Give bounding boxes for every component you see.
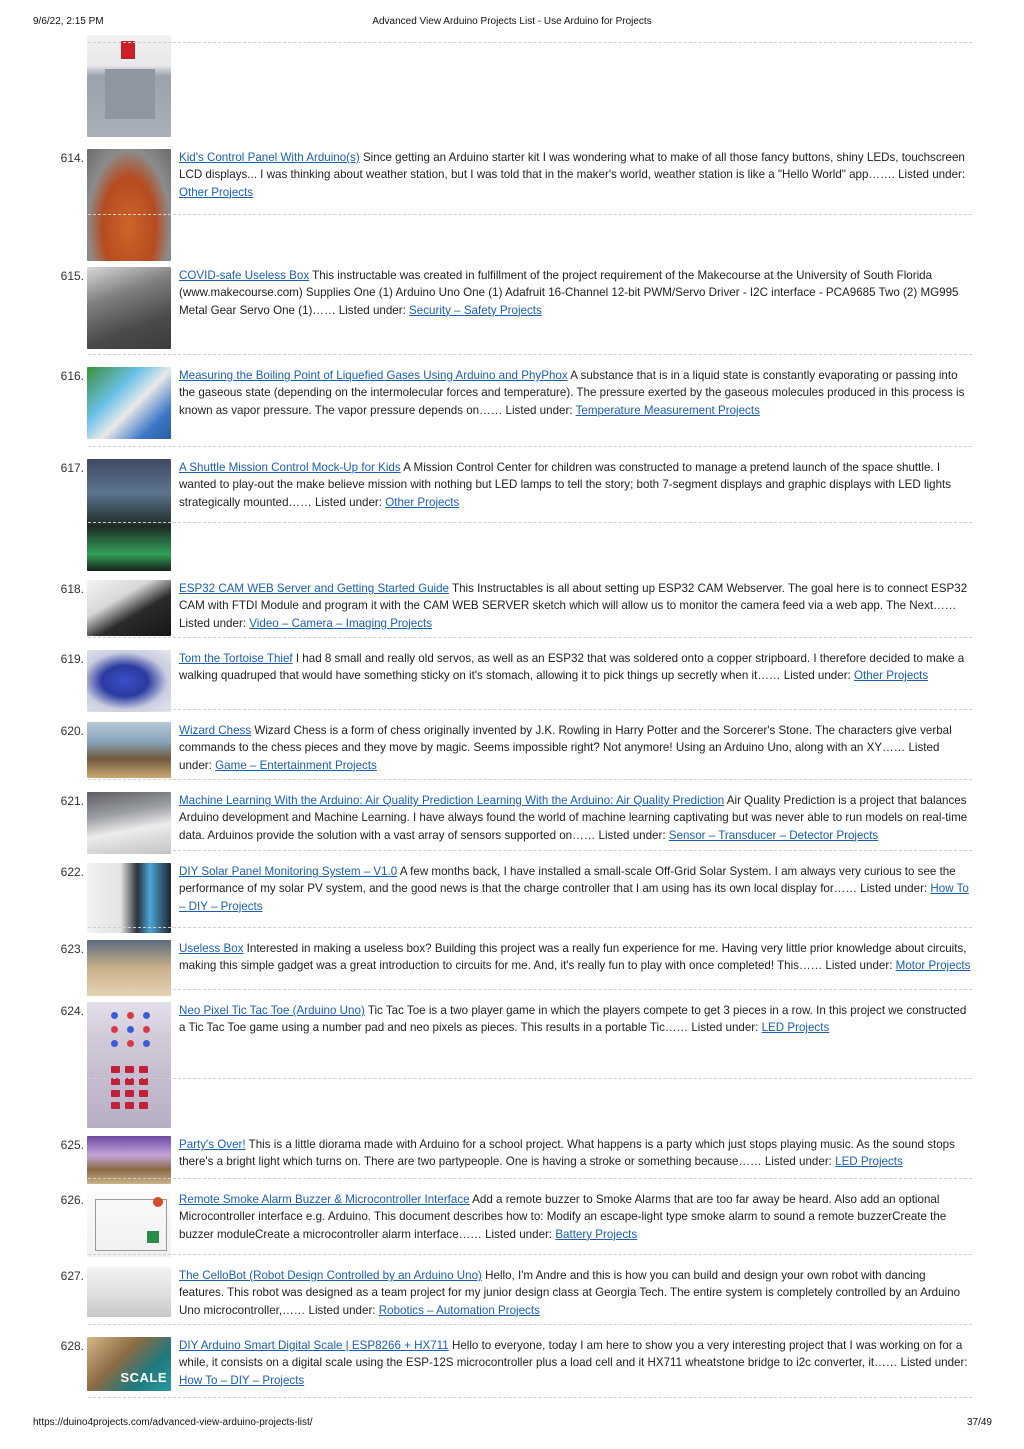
list-item [0,35,1024,137]
project-title-link[interactable]: COVID-safe Useless Box [179,269,310,282]
project-title-link[interactable]: Party's Over! [179,1138,246,1151]
list-item [0,137,1024,255]
document-title: Advanced View Arduino Projects List - Use Arduino for Projects [372,16,652,27]
project-title-link[interactable]: Tom the Tortoise Thief [179,652,293,665]
item-number: 617. [60,461,84,475]
item-description [179,367,972,419]
board-shape [147,1231,159,1243]
project-thumbnail[interactable] [87,650,171,712]
thumbnail-scale-text: SCALE [120,1370,167,1385]
item-description [179,1191,972,1243]
divider [88,1078,972,1079]
item-number: 621. [60,794,84,808]
item-number: 618. [60,582,84,596]
list-item [0,638,1024,710]
project-thumbnail[interactable] [87,1002,171,1128]
item-number: 615. [60,269,84,283]
project-thumbnail[interactable] [87,267,171,349]
project-title-link[interactable]: DIY Arduino Smart Digital Scale | ESP8266 + HX711 [179,1339,449,1352]
buzzer-shape [153,1197,163,1207]
category-link[interactable]: Robotics – Automation Projects [378,1303,540,1317]
project-title-link[interactable]: The CelloBot (Robot Design Controlled by an Arduino Uno) [179,1269,482,1282]
category-link[interactable]: Security – Safety Projects [409,303,542,317]
item-summary: This is a little diorama made with Arduino for a school project. What happens is a party which just stops playing music. As the sound stops there's a bright light which turns on. There are two partypeople. One is having a stroke or something because…… Listed under: [179,1138,955,1169]
item-summary: I had 8 small and really old servos, as well as an ESP32 that was soldered onto a copper stripboard. I therefore decided to make a walking quadruped that would have something sticky on it's stomach, allowing it to pick things up secretly when it…… Listed under: [179,652,965,683]
page-footer [0,1417,1024,1431]
category-link[interactable]: Sensor – Transducer – Detector Projects [668,828,879,842]
item-number: 628. [60,1339,84,1353]
item-description [179,1267,972,1319]
category-link[interactable]: Battery Projects [555,1227,638,1241]
category-link[interactable]: Motor Projects [895,959,971,973]
category-link[interactable]: Temperature Measurement Projects [575,403,760,417]
category-link[interactable]: How To – DIY – Projects [179,882,969,913]
item-description [179,1337,972,1389]
project-thumbnail[interactable] [87,940,171,996]
item-description [179,580,972,632]
list-item [0,710,1024,780]
project-thumbnail[interactable] [87,149,171,261]
list-item [0,1179,1024,1255]
item-number: 623. [60,942,84,956]
project-list [0,35,1024,1415]
item-number: 620. [60,724,84,738]
item-summary: Wizard Chess is a form of chess originally invented by J.K. Rowling in Harry Potter and the Sorcerer's Stone. The characters give verbal commands to the chess pieces and they move by magic. Seems impossible right? Not anymore! Using an Arduino Uno, along with an XY…… Listed under: [179,724,952,772]
list-item [0,780,1024,851]
list-item [0,355,1024,447]
project-title-link[interactable]: A Shuttle Mission Control Mock-Up for Kids [179,461,401,474]
item-summary: A few months back, I have installed a small-scale Off-Grid Solar System. I am always very curious to see the performance of my solar PV system, and the good news is that the charge controller that I am using has its own local display for…… Listed under: [179,865,956,896]
project-title-link[interactable]: Wizard Chess [179,724,252,737]
page-number: 37/49 [966,1417,992,1428]
list-item [0,255,1024,355]
project-title-link[interactable]: Remote Smoke Alarm Buzzer & Microcontroller Interface [179,1193,470,1206]
item-description [179,792,972,844]
item-summary: Hello to everyone, today I am here to show you a very interesting project that I was working on for a while, it consists on a digital scale using the ESP-12S microcontroller plus a load cell and it HX711 wheatstone bridge to i2c converter, it…… Listed under: [179,1339,968,1370]
item-description [179,650,972,685]
divider [88,1397,972,1398]
item-description [179,722,972,774]
box-shape [105,69,155,119]
item-summary: Tic Tac Toe is a two player game in which the players compete to get 3 pieces in a row. In this project we constructed a Tic Tac Toe game using a number pad and neo pixels as pieces. This results in a portable Tic…… Listed under: [179,1004,967,1035]
project-thumbnail[interactable] [87,459,171,571]
divider [88,42,972,43]
red-flag-shape [121,41,135,59]
list-item [0,1255,1024,1325]
item-description [179,149,972,201]
item-description [179,863,972,915]
item-summary: A Mission Control Center for children was constructed to manage a pretend launch of the space shuttle. I wanted to play-out the make believe mission with nothing but LED lamps to tell the story; both 7-segment displays and graphic displays with LED lights strategically mounted…… Listed under: [179,461,952,509]
item-number: 619. [60,652,84,666]
list-item [0,990,1024,1124]
item-description [179,459,972,511]
category-link[interactable]: Other Projects [854,669,929,683]
category-link[interactable]: Other Projects [385,495,460,509]
item-number: 616. [60,369,84,383]
project-thumbnail[interactable] [87,367,171,439]
item-description [179,940,972,975]
item-summary: Since getting an Arduino starter kit I was wondering what to make of all those fancy buttons, shiny LEDs, touchscreen LCD displays... I was thinking about weather station, but I was told that in the maker's world, weather station is like a "Hello World" app……. Listed under: [179,151,966,182]
list-item [0,1325,1024,1398]
item-description [179,1136,972,1171]
project-title-link[interactable]: ESP32 CAM WEB Server and Getting Started Guide [179,582,450,595]
divider [88,214,972,215]
item-description [179,267,972,319]
divider [88,522,972,523]
item-summary: Interested in making a useless box? Building this project was a really fun experience for me. Having very little prior knowledge about circuits, making this simple gadget was a great introduction to circuits for me. And, it's really fun to play with once completed! This…… Listed under: [179,942,967,973]
project-thumbnail[interactable] [87,792,171,854]
item-number: 622. [60,865,84,879]
item-number: 614. [60,151,84,165]
project-title-link[interactable]: Measuring the Boiling Point of Liquefied Gases Using Arduino and PhyPhox [179,369,568,382]
page-url: https://duino4projects.com/advanced-view-arduino-projects-list/ [33,1417,313,1428]
project-title-link[interactable]: Neo Pixel Tic Tac Toe (Arduino Uno) [179,1004,365,1017]
category-link[interactable]: LED Projects [761,1021,830,1035]
project-title-link[interactable]: Machine Learning With the Arduino: Air Quality Prediction Learning With the Arduino: Air Quality Prediction [179,794,725,807]
category-link[interactable]: Other Projects [179,185,254,199]
project-thumbnail[interactable] [87,1136,171,1184]
project-thumbnail[interactable] [87,722,171,778]
item-number: 625. [60,1138,84,1152]
project-thumbnail[interactable] [87,1191,171,1257]
item-summary: This instructable was created in fulfillment of the project requirement of the Makecourse at the University of South Florida (www.makecourse.com) Supplies One (1) Arduino Uno One (1) Adafruit 16-Channel 12-bit PWM/Servo Driver - I2C interface - PCA9685 Two (2) MG995 Metal Gear Servo One (1)…… Listed under: [179,269,959,317]
project-thumbnail[interactable] [87,1337,171,1391]
item-summary: Add a remote buzzer to Smoke Alarms that are too far away be heard. Also add an optional Microcontroller interface e.g. Arduino. This document describes how to: Modify an escape-light type smoke alarm to sound a remote buzzerCreate the buzzer moduleCreate a microcontroller alarm interface…… Listed under: [179,1193,947,1241]
project-thumbnail[interactable] [87,863,171,933]
item-number: 626. [60,1193,84,1207]
project-thumbnail[interactable] [87,35,171,137]
item-description [179,1002,972,1037]
project-thumbnail[interactable] [87,580,171,636]
category-link[interactable]: How To – DIY – Projects [179,1373,305,1387]
project-title-link[interactable]: Useless Box [179,942,244,955]
item-summary: This Instructables is all about setting up ESP32 CAM Webserver. The goal here is to connect ESP32 CAM with FTDI Module and program it with the CAM WEB SERVER sketch which will allow us to monitor the camera feed via a web app. The Next…… Listed under: [179,582,968,630]
print-datetime: 9/6/22, 2:15 PM [33,16,104,27]
list-item [0,928,1024,990]
item-number: 627. [60,1269,84,1283]
category-link[interactable]: LED Projects [835,1155,903,1169]
page-header [0,16,1024,30]
project-title-link[interactable]: Kid's Control Panel With Arduino(s) [179,151,360,164]
item-summary: A substance that is in a liquid state is constantly evaporating or passing into the gaseous state (depending on the intermolecular forces and temperature). The pressure exerted by the gaseous molecules produced in this process is known as vapor pressure. The vapor pressure depends on…… Listed under: [179,369,965,417]
item-number: 624. [60,1004,84,1018]
item-summary: Air Quality Prediction is a project that balances Arduino development and Machine Learning. I have always found the world of machine learning captivating but was never able to run models on real-time data. Arduinos provide the solution with a vast array of sensors supported on…… Listed under: [179,794,968,842]
category-link[interactable]: Video – Camera – Imaging Projects [249,616,433,630]
list-item [0,447,1024,568]
item-summary: Hello, I'm Andre and this is how you can build and design your own robot with dancing features. This robot was designed as a team project for my junior design class at Georgia Tech. The entire system is completely controlled by an Arduino Uno microcontroller,…… Listed under: [179,1269,961,1317]
project-title-link[interactable]: DIY Solar Panel Monitoring System – V1.0 [179,865,398,878]
project-thumbnail[interactable] [87,1267,171,1317]
list-item [0,568,1024,638]
list-item [0,1124,1024,1179]
category-link[interactable]: Game – Entertainment Projects [215,758,377,772]
list-item [0,851,1024,928]
